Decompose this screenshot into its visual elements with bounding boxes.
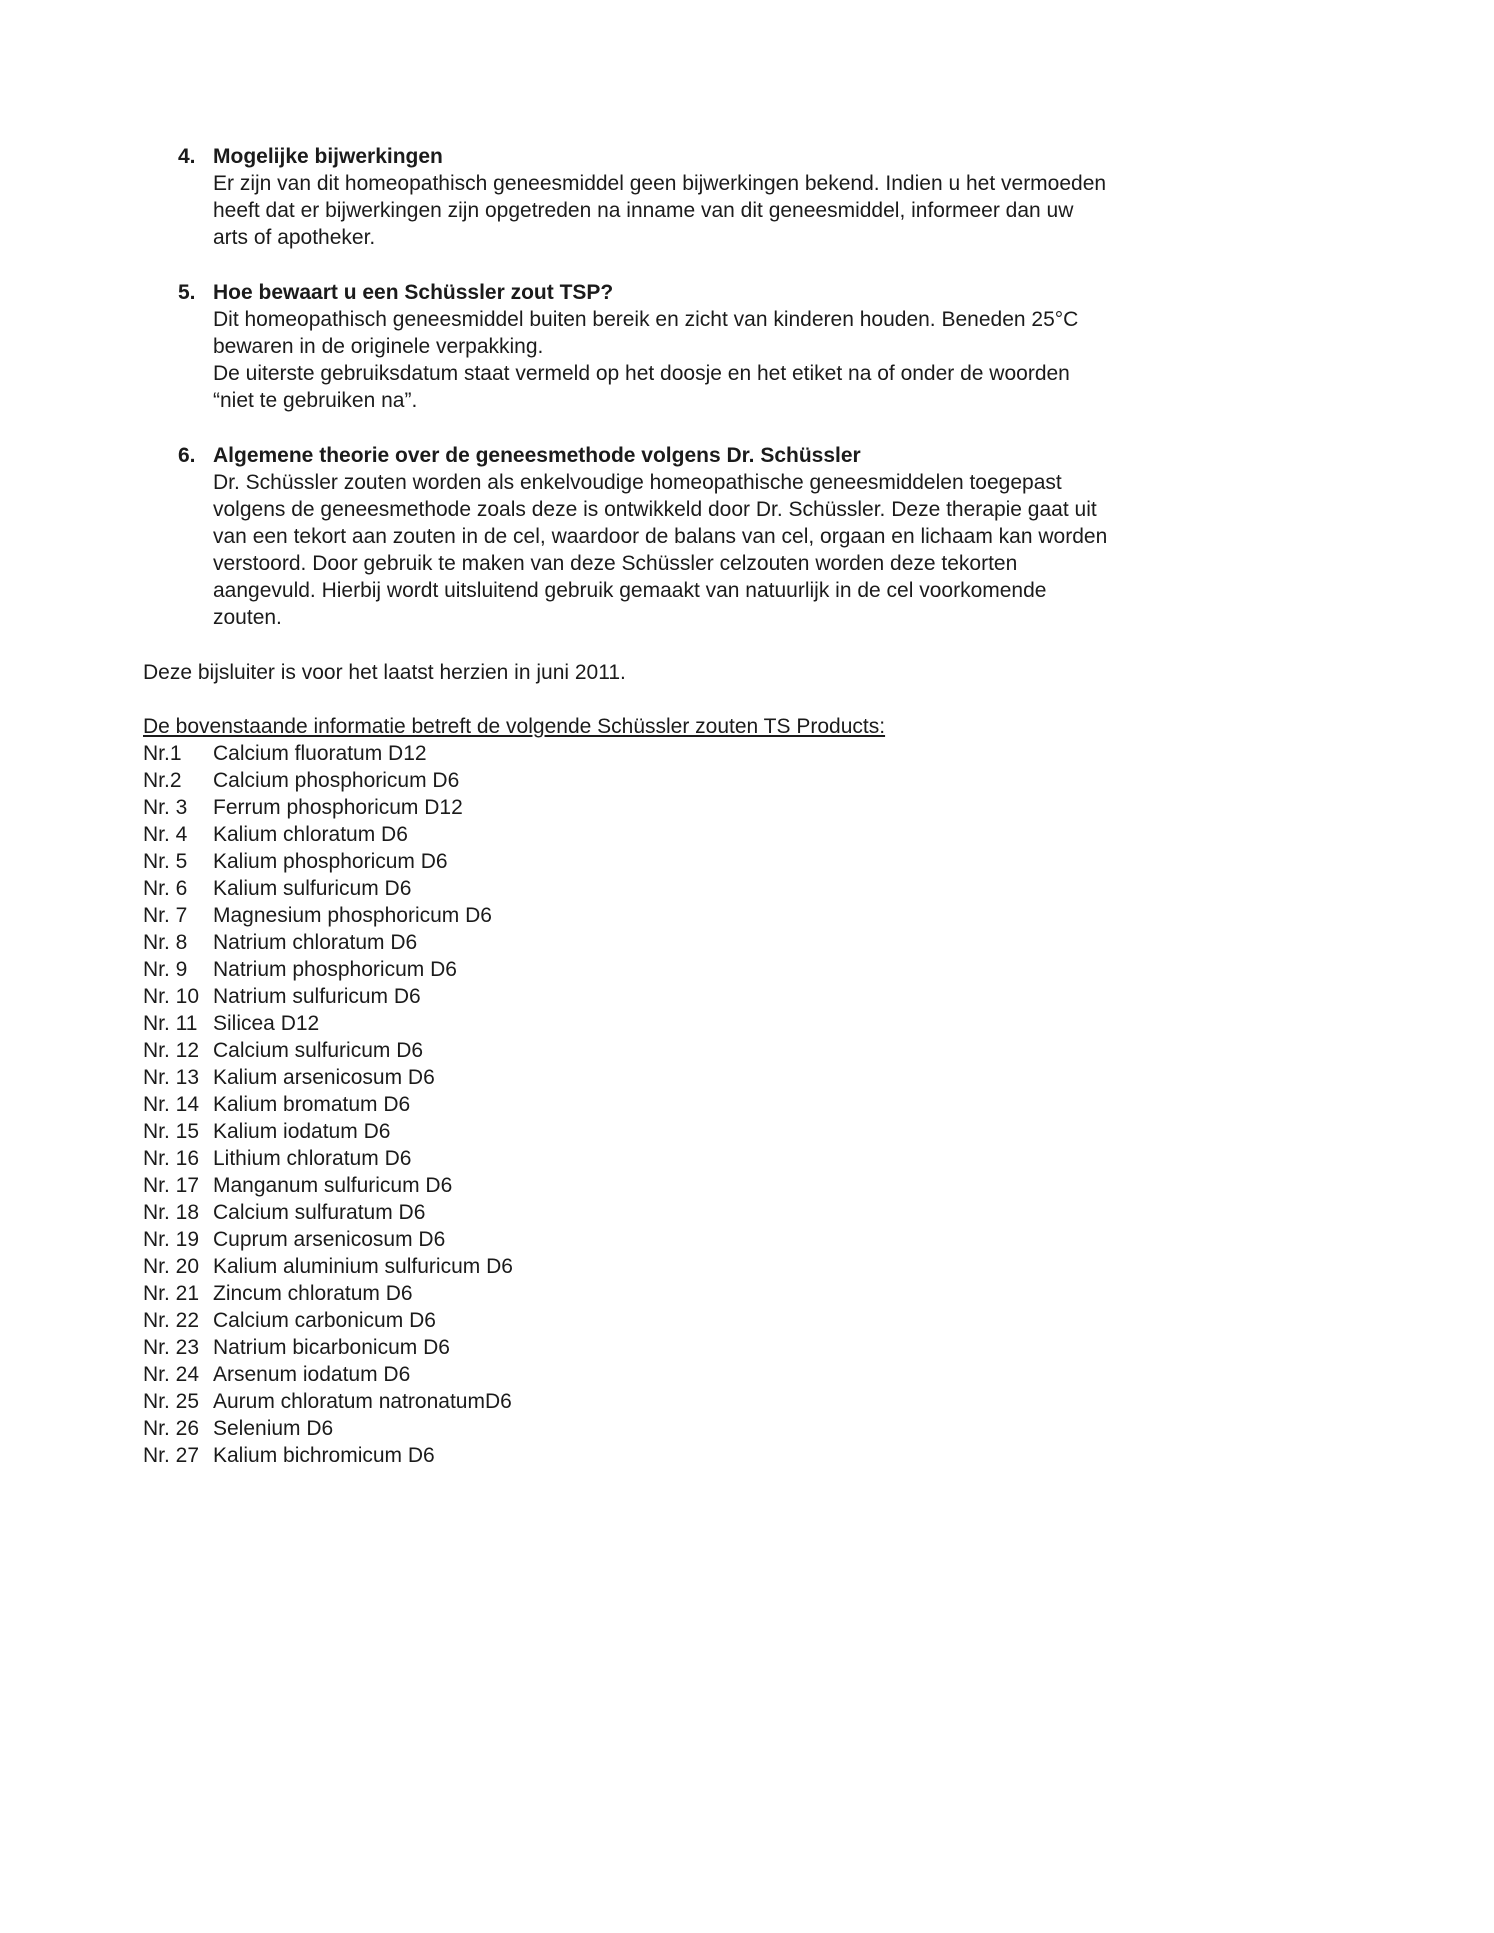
product-name: Ferrum phosphoricum D12: [213, 796, 463, 819]
product-number: Nr. 22: [143, 1309, 200, 1332]
product-name: Kalium iodatum D6: [213, 1120, 391, 1143]
product-row: [143, 1010, 1374, 1037]
section-number: 4.: [178, 145, 196, 168]
product-name: Kalium phosphoricum D6: [213, 850, 448, 873]
product-name: Kalium arsenicosum D6: [213, 1066, 435, 1089]
paragraph-line: De uiterste gebruiksdatum staat vermeld op het doosje en het etiket na of onder de woorden: [213, 362, 1070, 385]
paragraph-line: zouten.: [213, 606, 282, 629]
product-number: Nr.2: [143, 769, 182, 792]
section-number: 5.: [178, 281, 196, 304]
product-number: Nr. 4: [143, 823, 188, 846]
product-number: Nr. 6: [143, 877, 188, 900]
product-number: Nr. 12: [143, 1039, 200, 1062]
paragraph-line: heeft dat er bijwerkingen zijn opgetreden na inname van dit geneesmiddel, informeer dan uw: [213, 199, 1074, 222]
paragraph-line: bewaren in de originele verpakking.: [213, 335, 544, 358]
product-number: Nr. 19: [143, 1228, 200, 1251]
product-number: Nr. 10: [143, 985, 200, 1008]
product-name: Kalium aluminium sulfuricum D6: [213, 1255, 513, 1278]
section-title: Algemene theorie over de geneesmethode volgens Dr. Schüssler: [213, 444, 861, 467]
product-name: Calcium fluoratum D12: [213, 742, 427, 765]
product-row: [143, 1145, 1374, 1172]
product-name: Zincum chloratum D6: [213, 1282, 413, 1305]
product-name: Kalium bichromicum D6: [213, 1444, 435, 1467]
paragraph-line: Dr. Schüssler zouten worden als enkelvoudige homeopathische geneesmiddelen toegepast: [213, 471, 1062, 494]
product-name: Natrium chloratum D6: [213, 931, 418, 954]
paragraph-line: volgens de geneesmethode zoals deze is ontwikkeld door Dr. Schüssler. Deze therapie gaat uit: [213, 498, 1097, 521]
product-row: [143, 1037, 1374, 1064]
product-name: Kalium bromatum D6: [213, 1093, 411, 1116]
product-number: Nr. 15: [143, 1120, 200, 1143]
revision-note: Deze bijsluiter is voor het laatst herzien in juni 2011.: [143, 661, 626, 684]
product-name: Manganum sulfuricum D6: [213, 1174, 453, 1197]
section-5-hoe-bewaart: [178, 279, 1374, 414]
product-name: Natrium bicarbonicum D6: [213, 1336, 450, 1359]
product-row: [143, 848, 1374, 875]
paragraph-line: Er zijn van dit homeopathisch geneesmiddel geen bijwerkingen bekend. Indien u het vermoeden: [213, 172, 1107, 195]
product-number: Nr. 18: [143, 1201, 200, 1224]
product-row: [143, 1334, 1374, 1361]
product-number: Nr. 11: [143, 1012, 198, 1035]
product-row: [143, 1307, 1374, 1334]
section-number: 6.: [178, 444, 196, 467]
section-body: [213, 442, 1374, 631]
product-row: [143, 1361, 1374, 1388]
product-row: [143, 1118, 1374, 1145]
product-row: [143, 1226, 1374, 1253]
product-name: Selenium D6: [213, 1417, 334, 1440]
product-row: [143, 1091, 1374, 1118]
product-row: [143, 983, 1374, 1010]
section-4-mogelijke-bijwerkingen: [178, 143, 1374, 251]
section-body: [213, 143, 1374, 251]
section-6-algemene-theorie: [178, 442, 1374, 631]
product-name: Calcium sulfuricum D6: [213, 1039, 424, 1062]
product-number: Nr. 14: [143, 1093, 200, 1116]
product-number: Nr. 27: [143, 1444, 200, 1467]
product-number: Nr. 24: [143, 1363, 200, 1386]
product-number: Nr. 8: [143, 931, 188, 954]
product-row: [143, 1253, 1374, 1280]
product-row: [143, 1172, 1374, 1199]
product-row: [143, 902, 1374, 929]
paragraph-line: Dit homeopathisch geneesmiddel buiten bereik en zicht van kinderen houden. Beneden 25°C: [213, 308, 1079, 331]
paragraph-line: aangevuld. Hierbij wordt uitsluitend gebruik gemaakt van natuurlijk in de cel voorkomende: [213, 579, 1047, 602]
product-number: Nr. 25: [143, 1390, 200, 1413]
product-name: Kalium sulfuricum D6: [213, 877, 412, 900]
product-name: Natrium phosphoricum D6: [213, 958, 457, 981]
product-row: [143, 1388, 1374, 1415]
product-name: Natrium sulfuricum D6: [213, 985, 421, 1008]
product-name: Silicea D12: [213, 1012, 320, 1035]
product-number: Nr. 7: [143, 904, 188, 927]
product-number: Nr. 17: [143, 1174, 200, 1197]
product-name: Arsenum iodatum D6: [213, 1363, 411, 1386]
product-row: [143, 1064, 1374, 1091]
product-row: [143, 1199, 1374, 1226]
product-number: Nr. 3: [143, 796, 188, 819]
product-row: [143, 1280, 1374, 1307]
product-row: [143, 1415, 1374, 1442]
product-name: Calcium phosphoricum D6: [213, 769, 460, 792]
product-number: Nr. 9: [143, 958, 188, 981]
section-body: [213, 279, 1374, 414]
paragraph-line: van een tekort aan zouten in de cel, waardoor de balans van cel, orgaan en lichaam kan worden: [213, 525, 1108, 548]
product-row: [143, 1442, 1374, 1469]
product-number: Nr. 20: [143, 1255, 200, 1278]
product-number: Nr. 21: [143, 1282, 200, 1305]
product-number: Nr. 26: [143, 1417, 200, 1440]
product-number: Nr.1: [143, 742, 182, 765]
products-list-intro: De bovenstaande informatie betreft de volgende Schüssler zouten TS Products:: [143, 715, 886, 738]
product-number: Nr. 16: [143, 1147, 200, 1170]
product-number: Nr. 5: [143, 850, 188, 873]
products-list: [143, 740, 1374, 1469]
product-name: Calcium carbonicum D6: [213, 1309, 436, 1332]
product-row: [143, 767, 1374, 794]
product-number: Nr. 13: [143, 1066, 200, 1089]
product-row: [143, 740, 1374, 767]
product-row: [143, 875, 1374, 902]
product-name: Lithium chloratum D6: [213, 1147, 412, 1170]
product-number: Nr. 23: [143, 1336, 200, 1359]
product-name: Kalium chloratum D6: [213, 823, 408, 846]
product-name: Cuprum arsenicosum D6: [213, 1228, 446, 1251]
product-row: [143, 821, 1374, 848]
paragraph-line: “niet te gebruiken na”.: [213, 389, 418, 412]
paragraph-line: arts of apotheker.: [213, 226, 376, 249]
product-row: [143, 794, 1374, 821]
product-row: [143, 956, 1374, 983]
product-name: Calcium sulfuratum D6: [213, 1201, 426, 1224]
paragraph-line: verstoord. Door gebruik te maken van deze Schüssler celzouten worden deze tekorten: [213, 552, 1018, 575]
product-name: Aurum chloratum natronatumD6: [213, 1390, 512, 1413]
product-row: [143, 929, 1374, 956]
product-name: Magnesium phosphoricum D6: [213, 904, 492, 927]
section-title: Hoe bewaart u een Schüssler zout TSP?: [213, 281, 614, 304]
section-title: Mogelijke bijwerkingen: [213, 145, 443, 168]
